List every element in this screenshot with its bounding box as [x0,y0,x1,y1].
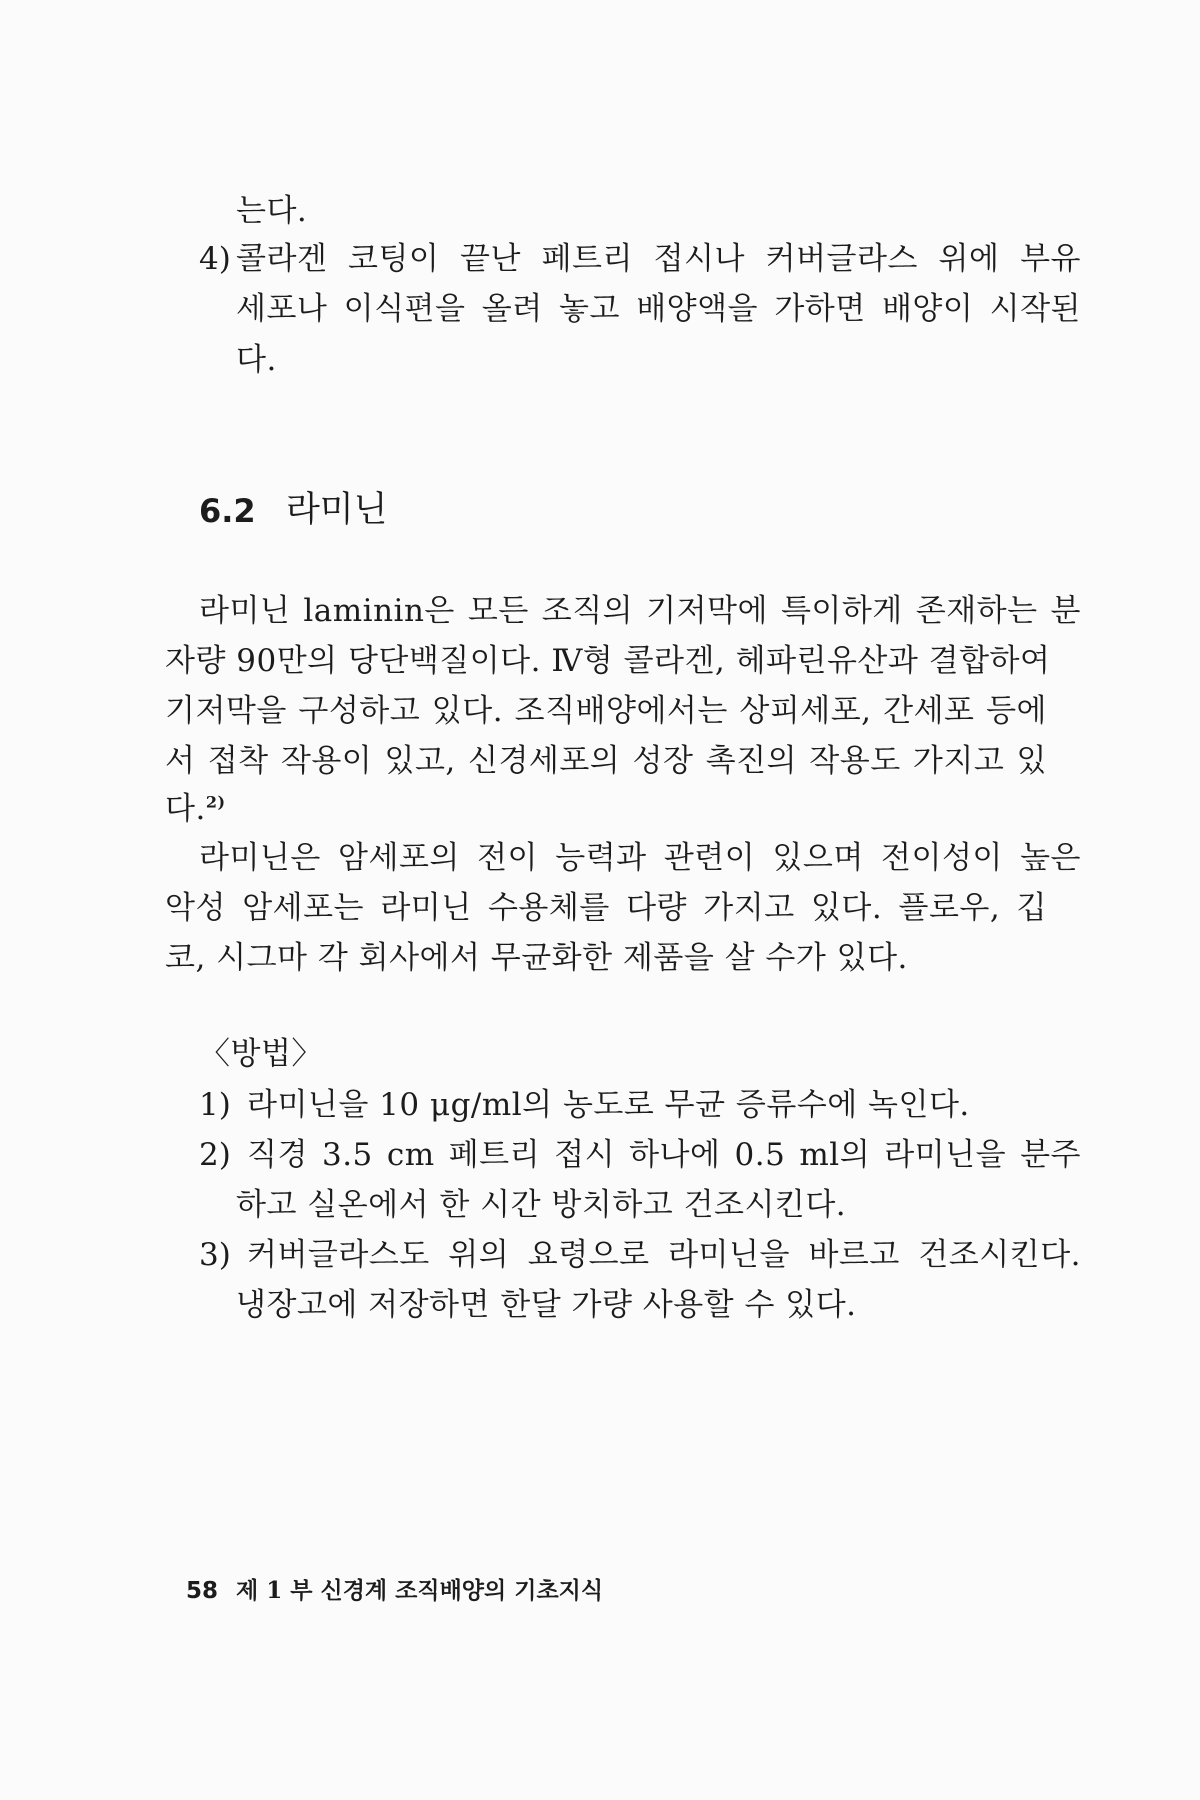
method-item-text: 냉장고에 저장하면 한달 가량 사용할 수 있다. [236,1287,857,1323]
section-number: 6.2 [199,492,256,530]
paragraph-line: 기저막을 구성하고 있다. 조직배양에서는 상피세포, 간세포 등에 [165,693,1047,729]
item-text-line: 세포나 이식편을 올려 놓고 배양액을 가하면 배양이 시작된 [236,291,1081,327]
paragraph-line: 코, 시그마 각 회사에서 무균화한 제품을 살 수가 있다. [165,940,908,976]
method-item-text: 라미닌을 10 μg/ml의 농도로 무균 증류수에 녹인다. [247,1087,970,1123]
running-footer-title: 제 1 부 신경계 조직배양의 기초지식 [236,1577,604,1604]
paragraph-line: 자량 90만의 당단백질이다. Ⅳ형 콜라겐, 헤파린유산과 결합하여 [165,643,1051,679]
page-number: 58 [186,1578,219,1604]
paragraph-line: 라미닌은 암세포의 전이 능력과 관련이 있으며 전이성이 높은 [199,840,1081,876]
section-title: 라미닌 [286,490,388,530]
method-heading: 〈방법〉 [199,1036,323,1072]
page-footer [186,1576,603,1606]
method-item-number: 1) [199,1087,231,1123]
continuation-line: 는다. [236,193,308,229]
method-item-number: 3) [199,1237,231,1273]
method-item-text: 커버글라스도 위의 요령으로 라미닌을 바르고 건조시킨다. [247,1237,1081,1273]
item-text-line: 다. [236,342,277,378]
paragraph-text: 다. [165,791,206,827]
item-number: 4) [199,241,231,277]
paragraph-line: 라미닌 laminin은 모든 조직의 기저막에 특이하게 존재하는 분 [199,593,1081,629]
paragraph-line [165,789,226,829]
item-text-line: 콜라겐 코팅이 끝난 페트리 접시나 커버글라스 위에 부유 [236,241,1081,277]
method-item-text: 직경 3.5 cm 페트리 접시 하나에 0.5 ml의 라미닌을 분주 [247,1137,1081,1173]
paragraph-line: 서 접착 작용이 있고, 신경세포의 성장 촉진의 작용도 가지고 있 [165,743,1047,779]
method-item-text: 하고 실온에서 한 시간 방치하고 건조시킨다. [236,1187,847,1223]
method-item-number: 2) [199,1137,231,1173]
paragraph-line: 악성 암세포는 라미닌 수용체를 다량 가지고 있다. 플로우, 깁 [165,890,1047,926]
footnote-ref: 2) [205,792,226,812]
